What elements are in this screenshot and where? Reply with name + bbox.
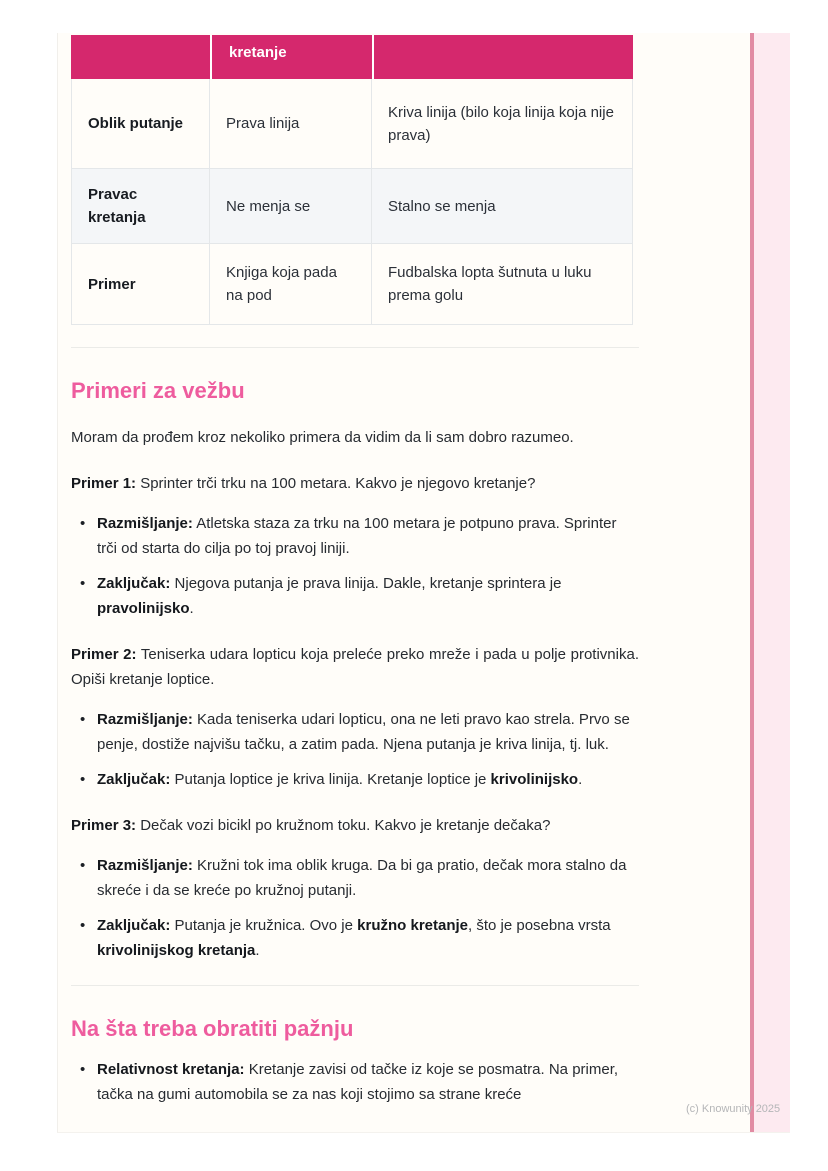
section-heading-practice: Primeri za vežbu (71, 378, 245, 403)
list-item-thinking (71, 853, 639, 903)
row-label: Pravac kretanja (71, 169, 210, 244)
example-1-list (71, 511, 639, 621)
bold-lead: Razmišljanje: (97, 857, 193, 874)
text-segment: , što je posebna vrsta (468, 917, 611, 934)
comparison-table (71, 35, 633, 325)
bold-lead: Primer 2: (71, 646, 137, 663)
bold-lead: Primer 1: (71, 475, 137, 492)
table-cell: Knjiga koja pada na pod (210, 244, 372, 325)
page-content (71, 35, 639, 1107)
text-segment: Sprinter trči trku na 100 metara. Kakvo je njegovo kretanje? (136, 475, 536, 492)
text-segment: Kružni tok ima oblik kruga. Da bi ga pratio, dečak mora stalno da skreće i da se kreće po kružnoj putanji. (97, 857, 627, 899)
bold-lead: Zaključak: (97, 771, 171, 788)
text-segment: Putanja loptice je kriva linija. Kretanje loptice je (170, 771, 491, 788)
bold-lead: Primer 3: (71, 817, 137, 834)
example-3-list (71, 853, 639, 963)
table-cell: Kriva linija (bilo koja linija koja nije prava) (372, 79, 633, 169)
bold-term: pravolinijsko (97, 600, 190, 617)
bold-lead: Razmišljanje: (97, 515, 193, 532)
table-cell: Prava linija (210, 79, 372, 169)
example-2-paragraph (71, 642, 639, 692)
list-item-thinking (71, 511, 639, 561)
list-item-conclusion (71, 767, 639, 792)
table-cell: Stalno se menja (372, 169, 633, 244)
intro-paragraph (71, 425, 639, 450)
list-item-conclusion (71, 913, 639, 963)
section-divider (71, 347, 639, 348)
text-segment: Njegova putanja je prava linija. Dakle, kretanje sprintera je (170, 575, 562, 592)
bold-lead: Razmišljanje: (97, 711, 193, 728)
list-item-conclusion (71, 571, 639, 621)
table-row (71, 169, 633, 244)
table-row (71, 79, 633, 169)
table-header-cell-3 (372, 35, 633, 79)
list-item-relativity (71, 1057, 639, 1107)
section-heading-attention: Na šta treba obratiti pažnju (71, 1016, 354, 1041)
document-page (57, 33, 790, 1133)
bold-lead: Relativnost kretanja: (97, 1061, 245, 1078)
text-segment: Dečak vozi bicikl po kružnom toku. Kakvo je kretanje dečaka? (136, 817, 551, 834)
text-segment: Moram da prođem kroz nekoliko primera da vidim da li sam dobro razumeo. (71, 429, 574, 446)
text-segment: . (578, 771, 583, 788)
watermark: (c) Knowunity 2025 (686, 1103, 781, 1115)
table-cell: Ne menja se (210, 169, 372, 244)
table-header-cell-1 (71, 35, 210, 79)
attention-list (71, 1057, 639, 1107)
text-segment: . (189, 600, 194, 617)
example-1-paragraph (71, 471, 639, 496)
text-segment: Putanja je kružnica. Ovo je (170, 917, 358, 934)
bold-lead: Zaključak: (97, 917, 171, 934)
example-2-list (71, 707, 639, 792)
list-item-thinking (71, 707, 639, 757)
text-segment: . (255, 942, 260, 959)
text-segment: Teniserka udara lopticu koja preleće preko mreže i pada u polje protivnika. Opiši kretanje loptice. (71, 646, 639, 688)
page-margin-stripe (750, 33, 790, 1132)
section-divider (71, 985, 639, 986)
table-cell: Fudbalska lopta šutnuta u luku prema golu (372, 244, 633, 325)
bold-term: krivolinijsko (490, 771, 579, 788)
row-label: Oblik putanje (71, 79, 210, 169)
text-segment: Kada teniserka udari lopticu, ona ne leti pravo kao strela. Prvo se penje, dostiže najvišu tačku, a zatim pada. Njena putanja je kriva linija, tj. luk. (97, 711, 630, 753)
text-segment: Kretanje zavisi od tačke iz koje se posmatra. Na primer, tačka na gumi automobila se za nas koji stojimo sa strane kreće (97, 1061, 619, 1103)
row-label: Primer (71, 244, 210, 325)
table-header-cell-2: kretanje (210, 35, 372, 79)
bold-lead: Zaključak: (97, 575, 171, 592)
table-row (71, 244, 633, 325)
bold-term: krivolinijskog kretanja (97, 942, 256, 959)
table-header-row (71, 35, 633, 79)
bold-term: kružno kretanje (357, 917, 469, 934)
text-segment: Atletska staza za trku na 100 metara je potpuno prava. Sprinter trči od starta do cilja po toj pravoj liniji. (97, 515, 617, 557)
example-3-paragraph (71, 813, 639, 838)
